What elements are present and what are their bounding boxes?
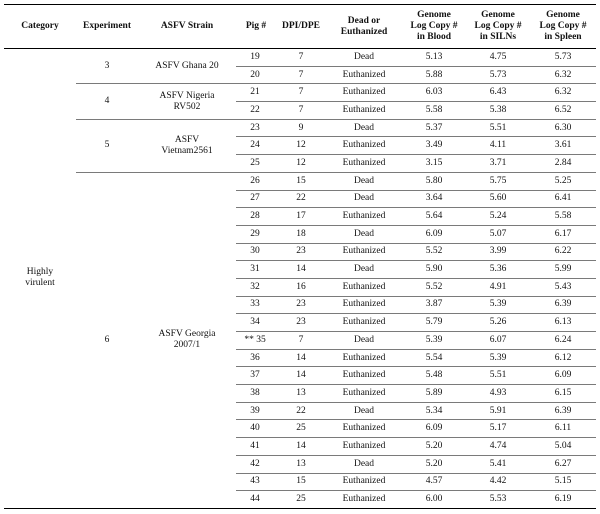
blood-cell: 5.37: [402, 119, 466, 137]
dpi-cell: 15: [276, 473, 326, 491]
pig-cell: 27: [236, 190, 276, 208]
siln-cell: 5.39: [466, 349, 530, 367]
pig-cell: 32: [236, 278, 276, 296]
pig-cell: 25: [236, 155, 276, 173]
experiment-cell: 5: [76, 119, 138, 172]
pig-cell: 40: [236, 420, 276, 438]
strain-cell: ASFV Georgia 2007/1: [138, 172, 236, 508]
spleen-cell: 5.04: [530, 438, 596, 456]
table-row: [4, 119, 596, 137]
blood-cell: 5.13: [402, 49, 466, 67]
spleen-cell: 6.39: [530, 402, 596, 420]
blood-cell: 5.79: [402, 314, 466, 332]
outcome-cell: Euthanized: [326, 66, 402, 84]
strain-cell: ASFV Vietnam2561: [138, 119, 236, 172]
spleen-cell: 5.99: [530, 261, 596, 279]
dpi-cell: 17: [276, 208, 326, 226]
blood-cell: 3.49: [402, 137, 466, 155]
spleen-cell: 6.24: [530, 332, 596, 350]
table-row: [4, 49, 596, 67]
siln-cell: 5.53: [466, 491, 530, 509]
results-table: [4, 4, 596, 509]
dpi-cell: 25: [276, 491, 326, 509]
header-outcome: Dead or Euthanized: [326, 5, 402, 49]
pig-cell: ** 35: [236, 332, 276, 350]
siln-cell: 5.73: [466, 66, 530, 84]
siln-cell: 5.38: [466, 102, 530, 120]
siln-cell: 6.43: [466, 84, 530, 102]
spleen-cell: 5.15: [530, 473, 596, 491]
siln-cell: 5.17: [466, 420, 530, 438]
pig-cell: 20: [236, 66, 276, 84]
blood-cell: 6.00: [402, 491, 466, 509]
pig-cell: 22: [236, 102, 276, 120]
blood-cell: 6.09: [402, 420, 466, 438]
blood-cell: 5.34: [402, 402, 466, 420]
siln-cell: 4.91: [466, 278, 530, 296]
blood-cell: 5.20: [402, 438, 466, 456]
outcome-cell: Dead: [326, 190, 402, 208]
spleen-cell: 6.19: [530, 491, 596, 509]
siln-cell: 5.36: [466, 261, 530, 279]
dpi-cell: 7: [276, 102, 326, 120]
spleen-cell: 6.39: [530, 296, 596, 314]
outcome-cell: Euthanized: [326, 102, 402, 120]
blood-cell: 6.03: [402, 84, 466, 102]
pig-cell: 34: [236, 314, 276, 332]
pig-cell: 39: [236, 402, 276, 420]
spleen-cell: 6.27: [530, 455, 596, 473]
pig-cell: 36: [236, 349, 276, 367]
dpi-cell: 23: [276, 296, 326, 314]
table-row: [4, 172, 596, 190]
blood-cell: 5.89: [402, 385, 466, 403]
dpi-cell: 23: [276, 314, 326, 332]
siln-cell: 4.93: [466, 385, 530, 403]
blood-cell: 6.09: [402, 225, 466, 243]
siln-cell: 5.41: [466, 455, 530, 473]
experiment-cell: 3: [76, 49, 138, 84]
outcome-cell: Euthanized: [326, 84, 402, 102]
spleen-cell: 6.13: [530, 314, 596, 332]
pig-cell: 42: [236, 455, 276, 473]
siln-cell: 4.11: [466, 137, 530, 155]
header-strain: ASFV Strain: [138, 5, 236, 49]
siln-cell: 4.42: [466, 473, 530, 491]
dpi-cell: 14: [276, 349, 326, 367]
dpi-cell: 7: [276, 66, 326, 84]
spleen-cell: 5.43: [530, 278, 596, 296]
spleen-cell: 5.25: [530, 172, 596, 190]
header-row: [4, 5, 596, 49]
outcome-cell: Euthanized: [326, 278, 402, 296]
outcome-cell: Euthanized: [326, 137, 402, 155]
pig-cell: 21: [236, 84, 276, 102]
pig-cell: 28: [236, 208, 276, 226]
blood-cell: 4.57: [402, 473, 466, 491]
dpi-cell: 15: [276, 172, 326, 190]
siln-cell: 5.51: [466, 367, 530, 385]
siln-cell: 5.60: [466, 190, 530, 208]
blood-cell: 5.48: [402, 367, 466, 385]
spleen-cell: 5.73: [530, 49, 596, 67]
dpi-cell: 13: [276, 385, 326, 403]
dpi-cell: 7: [276, 49, 326, 67]
outcome-cell: Euthanized: [326, 296, 402, 314]
blood-cell: 5.54: [402, 349, 466, 367]
experiment-cell: 4: [76, 84, 138, 119]
blood-cell: 3.87: [402, 296, 466, 314]
header-spleen: Genome Log Copy # in Spleen: [530, 5, 596, 49]
spleen-cell: 6.15: [530, 385, 596, 403]
pig-cell: 33: [236, 296, 276, 314]
dpi-cell: 14: [276, 261, 326, 279]
blood-cell: 5.58: [402, 102, 466, 120]
spleen-cell: 6.17: [530, 225, 596, 243]
strain-cell: ASFV Nigeria RV502: [138, 84, 236, 119]
dpi-cell: 14: [276, 438, 326, 456]
spleen-cell: 6.32: [530, 84, 596, 102]
dpi-cell: 13: [276, 455, 326, 473]
outcome-cell: Euthanized: [326, 385, 402, 403]
pig-cell: 38: [236, 385, 276, 403]
pig-cell: 26: [236, 172, 276, 190]
spleen-cell: 3.61: [530, 137, 596, 155]
outcome-cell: Dead: [326, 455, 402, 473]
siln-cell: 5.51: [466, 119, 530, 137]
dpi-cell: 14: [276, 367, 326, 385]
siln-cell: 4.75: [466, 49, 530, 67]
pig-cell: 41: [236, 438, 276, 456]
siln-cell: 3.99: [466, 243, 530, 261]
blood-cell: 3.15: [402, 155, 466, 173]
pig-cell: 24: [236, 137, 276, 155]
strain-cell: ASFV Ghana 20: [138, 49, 236, 84]
outcome-cell: Euthanized: [326, 420, 402, 438]
category-cell: Highly virulent: [4, 49, 76, 509]
experiment-cell: 6: [76, 172, 138, 508]
header-siln: Genome Log Copy # in SILNs: [466, 5, 530, 49]
blood-cell: 5.52: [402, 243, 466, 261]
header-experiment: Experiment: [76, 5, 138, 49]
spleen-cell: 6.32: [530, 66, 596, 84]
pig-cell: 44: [236, 491, 276, 509]
spleen-cell: 6.09: [530, 367, 596, 385]
siln-cell: 5.75: [466, 172, 530, 190]
siln-cell: 5.26: [466, 314, 530, 332]
blood-cell: 3.64: [402, 190, 466, 208]
spleen-cell: 6.22: [530, 243, 596, 261]
pig-cell: 30: [236, 243, 276, 261]
dpi-cell: 7: [276, 332, 326, 350]
outcome-cell: Euthanized: [326, 243, 402, 261]
siln-cell: 3.71: [466, 155, 530, 173]
outcome-cell: Dead: [326, 402, 402, 420]
outcome-cell: Dead: [326, 332, 402, 350]
spleen-cell: 6.52: [530, 102, 596, 120]
spleen-cell: 6.11: [530, 420, 596, 438]
dpi-cell: 18: [276, 225, 326, 243]
outcome-cell: Dead: [326, 225, 402, 243]
dpi-cell: 25: [276, 420, 326, 438]
blood-cell: 5.90: [402, 261, 466, 279]
outcome-cell: Euthanized: [326, 349, 402, 367]
table-row: [4, 84, 596, 102]
outcome-cell: Euthanized: [326, 473, 402, 491]
header-blood: Genome Log Copy # in Blood: [402, 5, 466, 49]
pig-cell: 43: [236, 473, 276, 491]
siln-cell: 5.39: [466, 296, 530, 314]
dpi-cell: 16: [276, 278, 326, 296]
siln-cell: 4.74: [466, 438, 530, 456]
outcome-cell: Euthanized: [326, 208, 402, 226]
blood-cell: 5.39: [402, 332, 466, 350]
siln-cell: 5.24: [466, 208, 530, 226]
blood-cell: 5.52: [402, 278, 466, 296]
spleen-cell: 2.84: [530, 155, 596, 173]
outcome-cell: Euthanized: [326, 491, 402, 509]
dpi-cell: 12: [276, 155, 326, 173]
dpi-cell: 12: [276, 137, 326, 155]
dpi-cell: 22: [276, 402, 326, 420]
pig-cell: 31: [236, 261, 276, 279]
header-pig: Pig #: [236, 5, 276, 49]
spleen-cell: 6.41: [530, 190, 596, 208]
outcome-cell: Euthanized: [326, 314, 402, 332]
dpi-cell: 23: [276, 243, 326, 261]
outcome-cell: Euthanized: [326, 438, 402, 456]
pig-cell: 37: [236, 367, 276, 385]
outcome-cell: Dead: [326, 49, 402, 67]
outcome-cell: Dead: [326, 261, 402, 279]
blood-cell: 5.20: [402, 455, 466, 473]
outcome-cell: Euthanized: [326, 367, 402, 385]
dpi-cell: 7: [276, 84, 326, 102]
blood-cell: 5.88: [402, 66, 466, 84]
blood-cell: 5.64: [402, 208, 466, 226]
spleen-cell: 6.30: [530, 119, 596, 137]
header-dpi: DPI/DPE: [276, 5, 326, 49]
pig-cell: 23: [236, 119, 276, 137]
spleen-cell: 6.12: [530, 349, 596, 367]
siln-cell: 5.91: [466, 402, 530, 420]
outcome-cell: Euthanized: [326, 155, 402, 173]
dpi-cell: 22: [276, 190, 326, 208]
outcome-cell: Dead: [326, 172, 402, 190]
pig-cell: 29: [236, 225, 276, 243]
siln-cell: 6.07: [466, 332, 530, 350]
outcome-cell: Dead: [326, 119, 402, 137]
siln-cell: 5.07: [466, 225, 530, 243]
blood-cell: 5.80: [402, 172, 466, 190]
spleen-cell: 5.58: [530, 208, 596, 226]
dpi-cell: 9: [276, 119, 326, 137]
header-category: Category: [4, 5, 76, 49]
pig-cell: 19: [236, 49, 276, 67]
